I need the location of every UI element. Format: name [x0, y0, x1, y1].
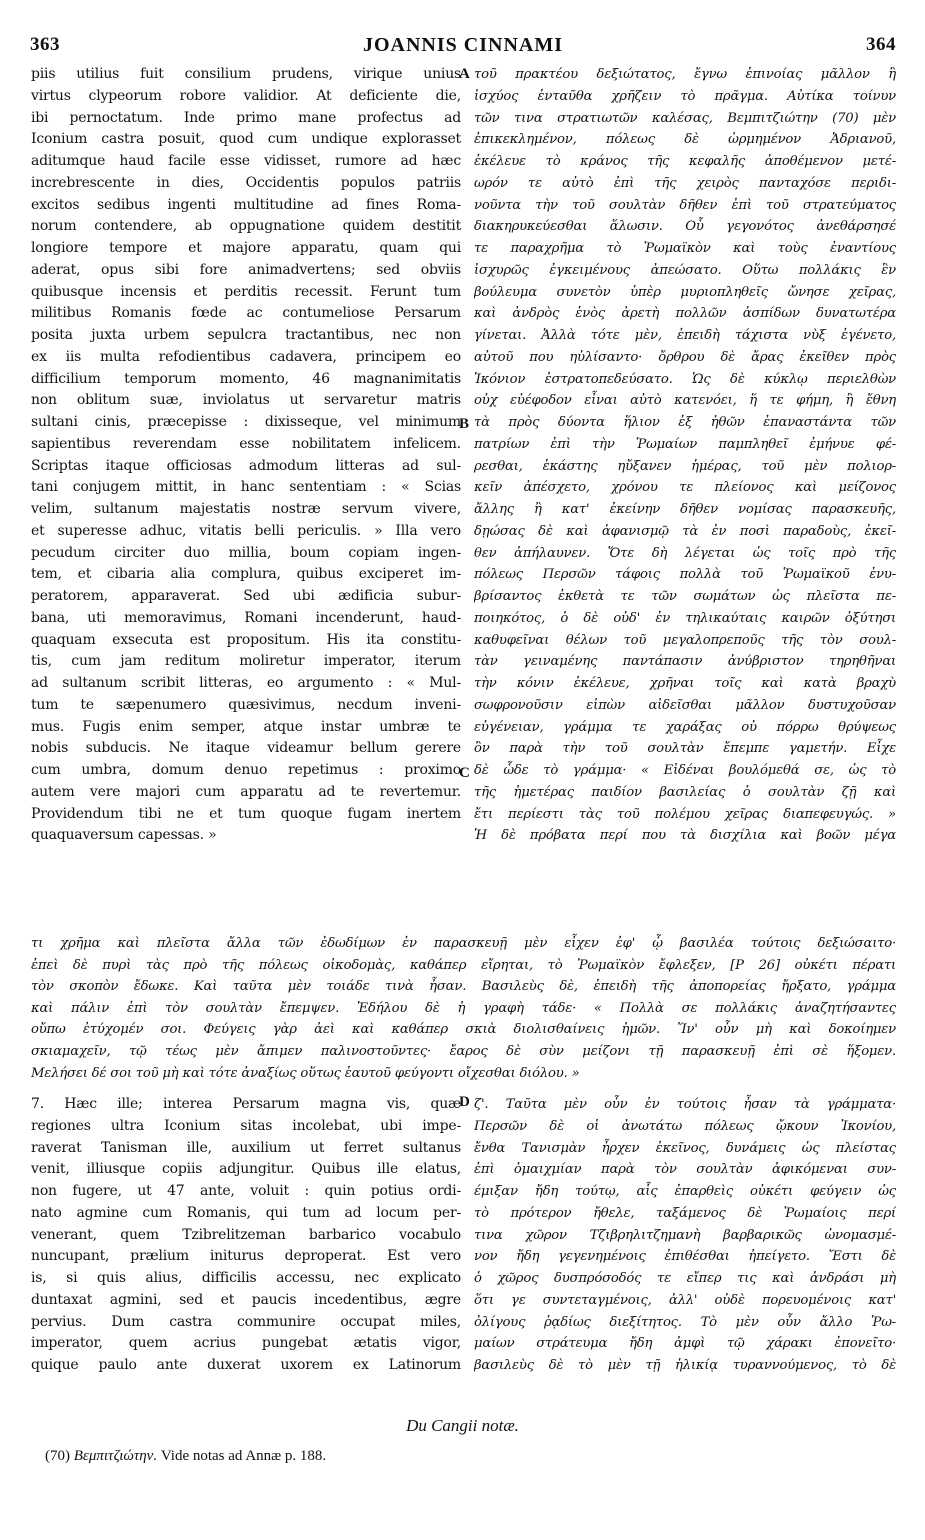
text-line: δῃώσας δὲ καὶ ἀφανισμῷ τὰ ἐν ποσὶ παραδοὺς, ἐκεῖ- — [474, 523, 896, 539]
latin-column-top — [31, 64, 461, 847]
text-line: pervius. Dum castra communire occupat miles, — [31, 1313, 461, 1330]
text-line: venerant, quem Tzibrelitzeman barbarico vocabulo — [31, 1226, 461, 1243]
text-line: tem, et cibaria alia complura, quibus exciperet im- — [31, 566, 461, 583]
text-line: norum contendere, ab oppugnatione quidem destitit — [31, 218, 461, 235]
text-line: έμιξαν ἤδη τούτῳ, αἷς ἐπαρθεὶς οὐκέτι φεύγειν ὡς — [474, 1184, 896, 1199]
text-line: et superesse adhuc, vitatis belli periculis. » Illa vero — [31, 522, 461, 539]
text-line: ἰσχύος ἐνταῦθα χρῆζειν τὸ πρᾶγμα. Αὐτίκα τοίνυν — [474, 88, 896, 104]
text-line: 7. Hæc ille; interea Persarum magna vis, quæ — [31, 1096, 461, 1112]
text-line: τὰν γειναμένης παντάπασιν ἀνύβριστον τηρηθῆναι — [474, 654, 896, 670]
text-line: pecudum circiter duo millia, boum copiam ingen- — [31, 544, 461, 561]
text-line: βρίσαντος ἐκθετὰ τε τῶν σωμάτων ὡς πλεῖστα πε- — [474, 589, 896, 604]
text-line: Μελήσει δέ σοι τοῦ μὴ καὶ τότε ἀναξίως οὕτως ἑαυτοῦ φεύγοντι οἴχεσθαι διόλου. » — [31, 1065, 580, 1081]
text-line: bana, uti memoravimus, Romani incenderunt, haud- — [31, 609, 461, 626]
text-line: Ἰκόνιον ἐστρατοπεδεύσατο. Ὡς δὲ κύκλῳ περιελθὼν — [474, 371, 896, 387]
text-line: posita juxta urbem sepulcra tractantibus, nec non — [31, 327, 461, 343]
text-line: ἐκέλευε τὸ κράνος τῆς κεφαλῆς ἀποθέμενον μετέ- — [474, 154, 896, 169]
section-marker-c: C — [459, 765, 470, 781]
text-line: quaquaversum capessas. » — [31, 827, 217, 844]
text-line: ex iis multa refodientibus cadavera, principem eo — [31, 348, 461, 365]
page-header — [30, 34, 896, 64]
text-line: mus. Fugis enim semper, atque instar umbræ te — [31, 718, 461, 735]
text-line: tum te sæpenumero quæsivimus, necdum inveni- — [31, 696, 461, 713]
text-line: ἐπὶ ὁμαιχμίαν παρὰ τὸν σουλτὰν ἀφικόμεναι συν- — [474, 1162, 896, 1178]
greek-column-bottom — [474, 1094, 896, 1377]
text-line: ἰσχυρῶς ἐγκειμένους ἀπεώσατο. Οὕτω πολλάκις ἓν — [474, 262, 896, 278]
text-line: non oblitum suæ, inviolatus ut servaretur matris — [31, 392, 461, 409]
text-line: πόλεως Περσῶν τάφοις πολλὰ τοῦ Ῥωμαϊκοῦ ἐνυ- — [474, 567, 896, 583]
text-line: quique paulo ante duxerat uxorem ex Latinorum — [31, 1357, 461, 1373]
greek-full-width-block — [31, 933, 896, 1084]
notes-heading: Du Cangii notæ. — [406, 1416, 519, 1435]
text-line: aderat, opus sibi fore animadvertens; sed obviis — [31, 261, 461, 278]
text-line: regiones ultra Iconium sitas incolebat, ubi impe- — [31, 1117, 461, 1134]
text-line: δὲ ὧδε τὸ γράμμα· « Εἰδέναι βουλόμεθά σε, ὡς τὸ — [474, 763, 896, 778]
text-line: γίνεται. Ἀλλὰ τότε μὲν, ἐπειδὴ τάχιστα νὺξ ἐγένετο, — [474, 328, 896, 343]
text-line: peratorem, apparaverat. Sed ubi ædificia subur- — [31, 588, 461, 604]
text-line: imperator, quem acrius pungebat ætatis vigor, — [31, 1335, 461, 1352]
text-line: τι χρῆμα καὶ πλεῖστα ἄλλα τῶν ἐδωδίμων ἐν παρασκευῇ μὲν εἶχεν ἐφ' ᾧ βασιλέα τούτοις δεξιώσαιτο· — [31, 936, 896, 951]
text-line: τὸ πρότερον ἤθελε, ταξάμενος δὲ Ῥωμαίοις περί — [474, 1205, 896, 1221]
text-line: duntaxat agmini, sed et paucis incedentibus, ægre — [31, 1291, 461, 1308]
text-line: τὸν σκοπὸν ἔδωκε. Καὶ ταῦτα μὲν τοιάδε τινὰ ἦσαν. Βασιλεὺς δὲ, ἐπειδὴ τῆς ἀποπορείας ἤρξατο, γράμμα — [31, 979, 896, 995]
text-line: increbrescente in dies, Occidentis populos patriis — [31, 174, 461, 191]
text-line: καὶ πάλιν ἐπὶ τὸν σουλτὰν ἔπεμψεν. Ἐδήλου δὲ ἡ γραφὴ τάδε· « Πολλὰ σε πολλάκις ἀναζητήσαντες — [31, 1000, 896, 1016]
text-line: ἄλλης ἢ κατ' ἐκείνην δῆθεν νομίσας παρασκευῆς, — [474, 502, 896, 517]
text-line: Iconium castra posuit, quod cum undique explorasset — [31, 131, 461, 148]
greek-column-top — [474, 64, 896, 847]
text-line: Ἡ δὲ πρόβατα περί που τὰ δισχίλια καὶ βοῶν μέγα — [474, 828, 896, 844]
text-line: τινα χῶρον Τζιβρηλιτζημανὴ βαρβαρικῶς ὠνομασμέ- — [474, 1227, 896, 1243]
text-line: ποιηκότος, ὁ δὲ οὐδ' ἐν τηλικαύταις καιρῶν ὀξύτησι — [474, 610, 896, 626]
text-line: οὐχ εὐέφοδον εἶναι αὐτὸ κατενόει, ἥ τε φήμη, ἢ ἔθνη — [474, 393, 896, 409]
text-line: Scriptas itaque officiosas admodum litteras ad sul- — [31, 457, 461, 474]
text-line: raverat Tanisman ille, auxilium ut ferret sultanus — [31, 1139, 461, 1156]
text-line: καθυφεῖναι θέλων τοῦ μεγαλοπρεποῦς τῆς τὸν σουλ- — [474, 632, 896, 648]
text-line: τὰ πρὸς δύοντα ἥλιον ἐξ ἠθῶν ἐπαναστάντα τῶν — [474, 415, 896, 430]
text-line: τε παραχρῆμα τὸ Ῥωμαϊκὸν καὶ τοὺς ἐναντίους — [474, 241, 896, 256]
text-line: βασιλεὺς δὲ τὸ μὲν τῇ ἡλικίᾳ τυραννούμενος, τὸ δὲ — [474, 1358, 896, 1373]
text-line: nuncupant, prælium initurus deproperat. Est vero — [31, 1248, 461, 1265]
text-line: nobis subducis. Ne itaque videamur bellum gerere — [31, 740, 461, 757]
text-line: ἐπικεκλημένον, πόλεως δὲ ὡρμημένον Ἀδριανοῦ, — [474, 132, 896, 148]
text-line: τῆς ἡμετέρας παιδίον βασιλείας ὁ σουλτὰν ζῇ καὶ — [474, 784, 896, 800]
text-line: difficilium temporum momento, 46 magnanimitatis — [31, 370, 461, 387]
page-number-left: 363 — [30, 34, 60, 55]
text-line: venit, illiusque copiis adjungitur. Quibus ille elatus, — [31, 1161, 461, 1178]
text-line: νον ἤδη γεγενημένοις ἐπιθέσθαι ἠπείγετο. Ἔστι δὲ — [474, 1249, 896, 1265]
footnote-greek-word: Βεμπιτζιώτην. — [73, 1448, 158, 1464]
page-number-right: 364 — [866, 34, 896, 55]
text-line: ωρόν τε αὐτὸ ἐπὶ τῆς χειρὸς πανταχόσε περιδι- — [474, 175, 896, 191]
text-line: καὶ ἀνδρὸς ἑνὸς ἀρετὴ πολλῶν ἀσπίδων δυνατωτέρα — [474, 306, 896, 322]
text-line: Providendum tibi ne et tum quoque fugam inertem — [31, 805, 461, 822]
text-line: is, si quis alius, difficilis accessu, nec explicato — [31, 1270, 461, 1286]
latin-column-bottom — [31, 1094, 461, 1377]
text-line: longiore tempore et majore apparatu, quam qui — [31, 240, 461, 256]
section-marker-d: D — [459, 1094, 470, 1110]
text-line: ὂν παρὰ τὴν τοῦ σουλτὰν ἔπεμπε γαμετήν. Εἶχε — [474, 741, 896, 757]
footnote-text: Vide notas ad Annæ p. 188. — [160, 1448, 327, 1464]
text-line: quibusque incensis et perditis recessit. Ferunt tum — [31, 283, 461, 300]
text-line: εὐγένειαν, γράμμα τε χαράξας οὐ πόρρω θρύψεως — [474, 719, 896, 735]
text-line: διακηρυκεύεσθαι ἅλωσιν. Οὗ γεγονότος ἀνεθάρσησέ — [474, 219, 896, 235]
text-line: μαίων στράτευμα ἤδη ἀμφὶ τῷ χάρακι ἐπονεῖτο· — [474, 1336, 896, 1352]
text-line: βούλευμα συνετὸν ὑπὲρ μυριοπληθεῖς ὤνησε χεῖρας, — [474, 284, 896, 300]
text-line: aditumque haud facile esse vidisset, rumore ad hæc — [31, 153, 461, 169]
text-line: σκιαμαχεῖν, τῷ τέως μὲν ἄπιμεν παλινοστοῦντες· ἔαρος δὲ σὺν μείζονι τῇ παρασκευῇ ἐπὶ σὲ ἥξομεν. — [31, 1043, 896, 1059]
text-line: militibus Romanis fœde ac contumeliose Persarum — [31, 305, 461, 322]
section-marker-a: A — [459, 66, 470, 82]
text-line: tani conjugem mittit, in hanc sententiam : « Scias — [31, 479, 461, 496]
text-line: ὅτι γε συντεταγμένοις, ἀλλ' οὐδὲ πορευομένοις κατ' — [474, 1292, 896, 1308]
text-line: tis, cum jam reditum moliretur imperator, iterum — [31, 653, 461, 670]
text-line: οὔπω ἐτύχομέν σοι. Φεύγεις γὰρ ἀεὶ καὶ καθάπερ σκιὰ διολισθαίνεις ἡμῶν. Ἵν' οὖν μὴ καὶ δοκοίημεν — [31, 1022, 896, 1038]
text-line: κεῖν ἀπέσχετο, χρόνου τε πλείονος καὶ μείζονος — [474, 480, 896, 496]
text-line: autem vere majori cum apparatu ad te revertemur. — [31, 783, 461, 800]
text-line: σωφρονοῦσιν εἰπὼν αἰδεῖσθαι μᾶλλον δυστυχοῦσαν — [474, 697, 896, 713]
text-line: ἐπεὶ δὲ πυρὶ τὰς πρὸ τῆς πόλεως οἰκοδομὰς, καθάπερ εἴρηται, τὸ Ῥωμαϊκὸν ἔφλεξεν, [P 26] οὐκέτι πέρατι — [31, 957, 896, 973]
text-line: virtus clypeorum robore validior. At deficiente die, — [31, 87, 461, 104]
text-line: sapientibus reverendam esse nobilitatem infelicem. — [31, 435, 461, 452]
text-line: τοῦ πρακτέου δεξιώτατος, ἔγνω ἐπινοίας μᾶλλον ἢ — [474, 67, 896, 82]
text-line: ἔτι περίεστι τὰς τοῦ πολέμου χεῖρας διαπεφευγώς. » — [474, 806, 896, 822]
text-line: velim, sultanum majestatis nostræ servum vivere, — [31, 501, 461, 517]
text-line: quaquam exsecuta est propositum. His ita constitu- — [31, 631, 461, 648]
text-line: ἔνθα Τανισμὰν ἦρχεν ἐκεῖνος, δυνάμεις ὡς πλείστας — [474, 1140, 896, 1156]
text-line: ρεσθαι, ἑκάστης ηὔξανεν ἡμέρας, τοῦ μὲν πολιορ- — [474, 458, 896, 474]
text-line: non fugere, ut 47 ante, voluit : quin potius ordi- — [31, 1183, 461, 1199]
text-line: τὴν κόνιν ἐκέλευε, χρῆναι τοῖς καὶ κατὰ βραχὺ — [474, 676, 896, 691]
running-title: JOANNIS CINNAMI — [362, 34, 563, 56]
text-line: excitos sedibus ingenti multitudine ad fines Roma- — [31, 196, 461, 213]
text-line: θεν ἀπήλαυνεν. Ὅτε δὴ λέγεται ὡς τοῖς πρὸ τῆς — [474, 545, 896, 561]
text-line: nato agmine cum Romanis, qui tum ad locum per- — [31, 1204, 461, 1221]
section-marker-b: B — [459, 416, 470, 432]
text-line: cum umbra, domum denuo repetimus : proximo — [31, 762, 461, 778]
text-line: πατρίων ἐπὶ τὴν Ῥωμαίων παμπληθεῖ ἐμήνυε φέ- — [474, 436, 896, 452]
text-line: Περσῶν δὲ οἱ ἀνωτάτω πόλεως ᾤκουν Ἰκονίου, — [474, 1118, 896, 1134]
text-line: piis utilius fuit consilium prudens, virique unius — [31, 66, 461, 82]
text-line: ibi pernoctatum. Inde primo mane profectus ad — [31, 109, 461, 126]
text-line: τῶν τινα στρατιωτῶν καλέσας, Βεμπιτζιώτην (70) μὲν — [474, 110, 896, 126]
text-line: αὐτοῦ που ηὐλίσαντο· ὄρθρου δὲ ἄρας ἐκεῖθεν πρὸς — [474, 349, 896, 365]
text-line: ὁ χῶρος δυσπρόσοδός τε εἴπερ τις καὶ ἀνδράσι μὴ — [474, 1271, 896, 1286]
text-line: ὀλίγους ῥᾳδίως διεξίτητος. Τὸ μὲν οὖν ἄλλο Ῥω- — [474, 1314, 896, 1330]
text-line: νοῦντα τὴν τοῦ σουλτὰν δῆθεν ἐπὶ τοῦ στρατεύματος — [474, 197, 896, 213]
footnote-number: (70) — [45, 1448, 70, 1464]
footnote — [45, 1448, 895, 1465]
text-line: ad sultanum scribit litteras, eo argumento : « Mul- — [31, 675, 461, 691]
text-line: sultani cinis, præcepisse : dixisseque, vel minimum — [31, 414, 461, 430]
text-line: ζ'. Ταῦτα μὲν οὖν ἐν τούτοις ἦσαν τὰ γράμματα· — [474, 1097, 896, 1112]
